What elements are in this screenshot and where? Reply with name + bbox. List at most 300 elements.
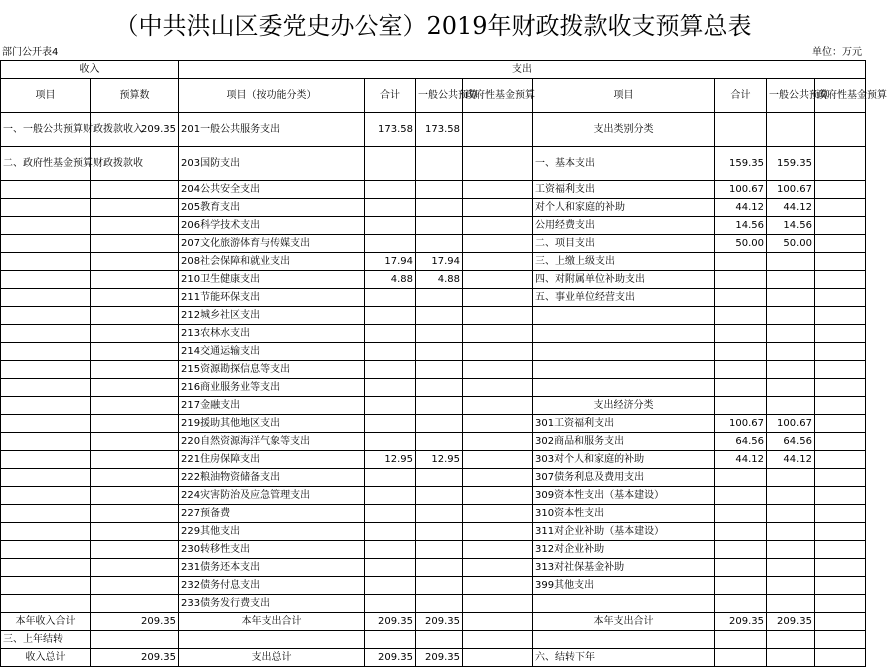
cell-total — [365, 595, 416, 613]
cell-gov-fund-budget — [463, 523, 533, 541]
cell-gov-fund-budget2 — [815, 541, 866, 559]
cell-general-budget: 4.88 — [416, 271, 463, 289]
cell-income-item: 三、上年结转 — [1, 631, 91, 649]
cell-income-item — [1, 559, 91, 577]
cell-total2 — [715, 113, 767, 147]
cell-func-item: 229其他支出 — [179, 523, 365, 541]
cell-gov-fund-budget — [463, 253, 533, 271]
cell-gov-fund-budget2 — [815, 649, 866, 667]
cell-gov-fund-budget — [463, 559, 533, 577]
cell-gov-fund-budget — [463, 361, 533, 379]
table-row — [1, 451, 866, 469]
cell-item2: 313对社保基金补助 — [533, 559, 715, 577]
cell-total2 — [715, 397, 767, 415]
cell-general-budget2: 100.67 — [767, 415, 815, 433]
cell-item2: 303对个人和家庭的补助 — [533, 451, 715, 469]
cell-income-budget — [91, 199, 179, 217]
cell-general-budget2 — [767, 577, 815, 595]
cell-total2 — [715, 541, 767, 559]
cell-income-item — [1, 361, 91, 379]
cell-gov-fund-budget — [463, 379, 533, 397]
cell-total2: 44.12 — [715, 199, 767, 217]
cell-general-budget — [416, 307, 463, 325]
cell-general-budget2 — [767, 397, 815, 415]
table-row — [1, 271, 866, 289]
cell-func-item — [179, 631, 365, 649]
cell-gov-fund-budget2 — [815, 289, 866, 307]
cell-func-item: 205教育支出 — [179, 199, 365, 217]
cell-total — [365, 469, 416, 487]
cell-total — [365, 541, 416, 559]
cell-general-budget: 209.35 — [416, 613, 463, 631]
cell-income-budget — [91, 595, 179, 613]
cell-income-item — [1, 199, 91, 217]
cell-item2: 四、对附属单位补助支出 — [533, 271, 715, 289]
cell-total2 — [715, 631, 767, 649]
cell-income-budget — [91, 523, 179, 541]
cell-total — [365, 523, 416, 541]
cell-income-item — [1, 235, 91, 253]
cell-general-budget — [416, 559, 463, 577]
cell-general-budget2 — [767, 289, 815, 307]
cell-income-item — [1, 253, 91, 271]
cell-income-budget — [91, 325, 179, 343]
cell-general-budget2: 64.56 — [767, 433, 815, 451]
cell-func-item: 222粮油物资储备支出 — [179, 469, 365, 487]
cell-total2: 44.12 — [715, 451, 767, 469]
cell-gov-fund-budget — [463, 469, 533, 487]
table-row — [1, 147, 866, 181]
cell-income-item — [1, 325, 91, 343]
cell-gov-fund-budget2 — [815, 271, 866, 289]
cell-income-item — [1, 577, 91, 595]
cell-func-item: 220自然资源海洋气象等支出 — [179, 433, 365, 451]
table-row — [1, 361, 866, 379]
cell-general-budget2 — [767, 649, 815, 667]
cell-general-budget2: 44.12 — [767, 199, 815, 217]
cell-income-budget: 209.35 — [91, 613, 179, 631]
cell-total: 209.35 — [365, 613, 416, 631]
cell-total — [365, 361, 416, 379]
cell-general-budget2 — [767, 253, 815, 271]
cell-func-item: 221住房保障支出 — [179, 451, 365, 469]
table-row — [1, 595, 866, 613]
cell-func-item: 227预备费 — [179, 505, 365, 523]
cell-gov-fund-budget2 — [815, 343, 866, 361]
cell-general-budget2: 14.56 — [767, 217, 815, 235]
cell-general-budget2 — [767, 541, 815, 559]
cell-gov-fund-budget — [463, 487, 533, 505]
cell-gov-fund-budget2 — [815, 433, 866, 451]
cell-general-budget2 — [767, 307, 815, 325]
cell-func-item: 219援助其他地区支出 — [179, 415, 365, 433]
table-row — [1, 343, 866, 361]
cell-income-budget — [91, 217, 179, 235]
cell-gov-fund-budget2 — [815, 325, 866, 343]
page-title: （中共洪山区委党史办公室）2019年财政拨款收支预算总表 — [114, 12, 752, 40]
table-row — [1, 523, 866, 541]
table-row — [1, 199, 866, 217]
cell-general-budget — [416, 595, 463, 613]
cell-func-item: 203国防支出 — [179, 147, 365, 181]
table-row — [1, 289, 866, 307]
table-row — [1, 469, 866, 487]
cell-income-budget — [91, 451, 179, 469]
cell-income-item: 二、政府性基金预算财政拨款收 — [1, 147, 91, 181]
cell-item2: 公用经费支出 — [533, 217, 715, 235]
cell-item2 — [533, 361, 715, 379]
cell-gov-fund-budget2 — [815, 523, 866, 541]
cell-gov-fund-budget2 — [815, 451, 866, 469]
col-header-gov-fund-budget2: 政府性基金预算 — [815, 79, 866, 113]
cell-income-item — [1, 433, 91, 451]
cell-total — [365, 415, 416, 433]
cell-general-budget2 — [767, 469, 815, 487]
cell-item2: 三、上缴上级支出 — [533, 253, 715, 271]
cell-total — [365, 235, 416, 253]
cell-gov-fund-budget2 — [815, 361, 866, 379]
cell-income-item — [1, 379, 91, 397]
table-row — [1, 253, 866, 271]
cell-total: 4.88 — [365, 271, 416, 289]
cell-total — [365, 559, 416, 577]
cell-gov-fund-budget2 — [815, 235, 866, 253]
cell-gov-fund-budget2 — [815, 307, 866, 325]
cell-item2: 301工资福利支出 — [533, 415, 715, 433]
table-row — [1, 559, 866, 577]
cell-total — [365, 181, 416, 199]
cell-income-item — [1, 523, 91, 541]
cell-item2 — [533, 307, 715, 325]
table-row — [1, 415, 866, 433]
cell-income-budget — [91, 343, 179, 361]
cell-gov-fund-budget — [463, 649, 533, 667]
cell-item2: 五、事业单位经营支出 — [533, 289, 715, 307]
cell-gov-fund-budget — [463, 577, 533, 595]
cell-item2: 307债务利息及费用支出 — [533, 469, 715, 487]
cell-func-item: 201一般公共服务支出 — [179, 113, 365, 147]
col-header-gov-fund-budget: 政府性基金预算 — [463, 79, 533, 113]
cell-total2 — [715, 253, 767, 271]
cell-item2: 399其他支出 — [533, 577, 715, 595]
col-header-general-budget: 一般公共预算 — [416, 79, 463, 113]
cell-total — [365, 379, 416, 397]
cell-total2 — [715, 523, 767, 541]
cell-gov-fund-budget — [463, 289, 533, 307]
cell-gov-fund-budget — [463, 307, 533, 325]
cell-item2: 309资本性支出（基本建设） — [533, 487, 715, 505]
cell-general-budget2 — [767, 487, 815, 505]
col-header-total: 合计 — [365, 79, 416, 113]
cell-gov-fund-budget2 — [815, 397, 866, 415]
cell-item2: 312对企业补助 — [533, 541, 715, 559]
cell-general-budget — [416, 577, 463, 595]
table-row — [1, 181, 866, 199]
cell-item2 — [533, 325, 715, 343]
cell-gov-fund-budget2 — [815, 505, 866, 523]
cell-func-item: 215资源勘探信息等支出 — [179, 361, 365, 379]
cell-income-item — [1, 541, 91, 559]
cell-income-item — [1, 271, 91, 289]
cell-general-budget: 12.95 — [416, 451, 463, 469]
cell-func-item: 232债务付息支出 — [179, 577, 365, 595]
cell-income-budget — [91, 181, 179, 199]
cell-total — [365, 217, 416, 235]
cell-total2 — [715, 487, 767, 505]
cell-general-budget — [416, 487, 463, 505]
cell-item2 — [533, 631, 715, 649]
cell-total — [365, 397, 416, 415]
cell-gov-fund-budget — [463, 325, 533, 343]
cell-income-item: 一、一般公共预算财政拨款收入 — [1, 113, 91, 147]
cell-total: 12.95 — [365, 451, 416, 469]
cell-general-budget — [416, 433, 463, 451]
cell-income-budget — [91, 307, 179, 325]
cell-total2: 14.56 — [715, 217, 767, 235]
cell-total — [365, 631, 416, 649]
cell-income-item — [1, 469, 91, 487]
cell-income-item — [1, 415, 91, 433]
cell-item2: 工资福利支出 — [533, 181, 715, 199]
cell-total — [365, 199, 416, 217]
cell-gov-fund-budget — [463, 343, 533, 361]
cell-total2 — [715, 379, 767, 397]
cell-general-budget2: 100.67 — [767, 181, 815, 199]
cell-total2: 159.35 — [715, 147, 767, 181]
cell-general-budget — [416, 343, 463, 361]
col-header-general-budget2: 一般公共预算 — [767, 79, 815, 113]
cell-total2 — [715, 595, 767, 613]
cell-income-budget — [91, 433, 179, 451]
cell-item2: 六、结转下年 — [533, 649, 715, 667]
cell-general-budget2: 209.35 — [767, 613, 815, 631]
table-row — [1, 235, 866, 253]
col-header-item2: 项目 — [533, 79, 715, 113]
col-header-total2: 合计 — [715, 79, 767, 113]
cell-total2: 64.56 — [715, 433, 767, 451]
cell-general-budget2 — [767, 505, 815, 523]
table-row — [1, 577, 866, 595]
cell-general-budget2 — [767, 559, 815, 577]
cell-general-budget — [416, 235, 463, 253]
cell-total: 209.35 — [365, 649, 416, 667]
cell-item2: 302商品和服务支出 — [533, 433, 715, 451]
cell-func-item: 208社会保障和就业支出 — [179, 253, 365, 271]
cell-general-budget — [416, 147, 463, 181]
cell-general-budget2 — [767, 113, 815, 147]
table-row — [1, 307, 866, 325]
table-row — [1, 433, 866, 451]
cell-income-item: 收入总计 — [1, 649, 91, 667]
cell-gov-fund-budget2 — [815, 199, 866, 217]
cell-func-item: 211节能环保支出 — [179, 289, 365, 307]
table-row — [1, 325, 866, 343]
cell-func-item: 支出总计 — [179, 649, 365, 667]
cell-gov-fund-budget2 — [815, 415, 866, 433]
cell-income-budget — [91, 253, 179, 271]
cell-income-budget — [91, 271, 179, 289]
cell-item2: 支出经济分类 — [533, 397, 715, 415]
table-body — [1, 61, 887, 667]
col-header-func-item: 项目（按功能分类） — [179, 79, 365, 113]
cell-gov-fund-budget2 — [815, 577, 866, 595]
cell-income-item — [1, 451, 91, 469]
cell-gov-fund-budget2 — [815, 253, 866, 271]
cell-income-budget — [91, 469, 179, 487]
cell-general-budget — [416, 631, 463, 649]
cell-income-item — [1, 595, 91, 613]
cell-general-budget2 — [767, 631, 815, 649]
cell-general-budget — [416, 181, 463, 199]
cell-gov-fund-budget — [463, 147, 533, 181]
cell-total2 — [715, 271, 767, 289]
cell-income-budget — [91, 361, 179, 379]
cell-income-item — [1, 307, 91, 325]
cell-gov-fund-budget — [463, 415, 533, 433]
cell-general-budget — [416, 289, 463, 307]
cell-func-item: 224灾害防治及应急管理支出 — [179, 487, 365, 505]
cell-income-budget: 209.35 — [91, 113, 179, 147]
cell-gov-fund-budget — [463, 595, 533, 613]
col-header-item: 项目 — [1, 79, 91, 113]
cell-income-budget — [91, 505, 179, 523]
cell-total — [365, 307, 416, 325]
cell-income-budget — [91, 415, 179, 433]
table-row — [1, 541, 866, 559]
cell-func-item: 216商业服务业等支出 — [179, 379, 365, 397]
cell-income-budget — [91, 379, 179, 397]
cell-total — [365, 487, 416, 505]
cell-general-budget2 — [767, 361, 815, 379]
cell-income-budget — [91, 289, 179, 307]
cell-func-item: 本年支出合计 — [179, 613, 365, 631]
cell-income-budget: 209.35 — [91, 649, 179, 667]
cell-item2: 311对企业补助（基本建设） — [533, 523, 715, 541]
cell-gov-fund-budget — [463, 217, 533, 235]
cell-total2 — [715, 289, 767, 307]
cell-income-budget — [91, 397, 179, 415]
cell-income-budget — [91, 577, 179, 595]
expense-header: 支出 — [179, 61, 866, 79]
cell-total2 — [715, 577, 767, 595]
table-row — [1, 613, 866, 631]
cell-general-budget2: 50.00 — [767, 235, 815, 253]
budget-table — [0, 60, 887, 667]
cell-general-budget — [416, 541, 463, 559]
cell-func-item: 217金融支出 — [179, 397, 365, 415]
cell-func-item: 231债务还本支出 — [179, 559, 365, 577]
cell-general-budget — [416, 505, 463, 523]
cell-general-budget2: 44.12 — [767, 451, 815, 469]
cell-general-budget — [416, 379, 463, 397]
cell-gov-fund-budget2 — [815, 595, 866, 613]
cell-gov-fund-budget — [463, 181, 533, 199]
cell-general-budget — [416, 415, 463, 433]
cell-general-budget — [416, 217, 463, 235]
cell-income-budget — [91, 541, 179, 559]
cell-gov-fund-budget — [463, 613, 533, 631]
cell-income-item — [1, 217, 91, 235]
cell-item2 — [533, 595, 715, 613]
cell-func-item: 212城乡社区支出 — [179, 307, 365, 325]
table-row — [1, 487, 866, 505]
cell-func-item: 204公共安全支出 — [179, 181, 365, 199]
cell-func-item: 206科学技术支出 — [179, 217, 365, 235]
cell-func-item: 213农林水支出 — [179, 325, 365, 343]
cell-total: 17.94 — [365, 253, 416, 271]
header-row-group — [1, 61, 866, 79]
cell-general-budget — [416, 199, 463, 217]
cell-item2 — [533, 343, 715, 361]
cell-total — [365, 343, 416, 361]
table-row — [1, 505, 866, 523]
cell-income-item — [1, 505, 91, 523]
cell-item2: 支出类别分类 — [533, 113, 715, 147]
cell-general-budget: 209.35 — [416, 649, 463, 667]
cell-gov-fund-budget2 — [815, 487, 866, 505]
cell-gov-fund-budget2 — [815, 147, 866, 181]
cell-gov-fund-budget — [463, 199, 533, 217]
cell-total2 — [715, 559, 767, 577]
cell-item2 — [533, 379, 715, 397]
cell-general-budget — [416, 361, 463, 379]
cell-income-item: 本年收入合计 — [1, 613, 91, 631]
cell-gov-fund-budget — [463, 433, 533, 451]
cell-gov-fund-budget — [463, 541, 533, 559]
form-number: 部门公开表4 — [2, 47, 59, 58]
cell-general-budget — [416, 325, 463, 343]
cell-gov-fund-budget2 — [815, 379, 866, 397]
cell-total2 — [715, 649, 767, 667]
cell-income-item — [1, 289, 91, 307]
cell-total2 — [715, 325, 767, 343]
cell-general-budget — [416, 523, 463, 541]
cell-total — [365, 505, 416, 523]
cell-income-item — [1, 181, 91, 199]
cell-total2: 100.67 — [715, 415, 767, 433]
cell-total2: 100.67 — [715, 181, 767, 199]
cell-func-item: 230转移性支出 — [179, 541, 365, 559]
cell-gov-fund-budget — [463, 631, 533, 649]
cell-total — [365, 147, 416, 181]
cell-general-budget2 — [767, 523, 815, 541]
cell-gov-fund-budget2 — [815, 631, 866, 649]
cell-total — [365, 433, 416, 451]
cell-gov-fund-budget — [463, 451, 533, 469]
cell-income-budget — [91, 559, 179, 577]
cell-total2 — [715, 307, 767, 325]
cell-item2: 二、项目支出 — [533, 235, 715, 253]
cell-income-budget — [91, 631, 179, 649]
cell-total — [365, 577, 416, 595]
cell-gov-fund-budget — [463, 113, 533, 147]
unit-label: 单位：万元 — [812, 47, 862, 58]
cell-func-item: 210卫生健康支出 — [179, 271, 365, 289]
cell-total2 — [715, 361, 767, 379]
cell-gov-fund-budget — [463, 235, 533, 253]
cell-income-budget — [91, 235, 179, 253]
cell-income-item — [1, 487, 91, 505]
cell-general-budget2 — [767, 595, 815, 613]
cell-general-budget2 — [767, 379, 815, 397]
table-row — [1, 217, 866, 235]
cell-total2: 50.00 — [715, 235, 767, 253]
cell-gov-fund-budget2 — [815, 559, 866, 577]
cell-func-item: 233债务发行费支出 — [179, 595, 365, 613]
cell-item2: 一、基本支出 — [533, 147, 715, 181]
cell-func-item: 207文化旅游体育与传媒支出 — [179, 235, 365, 253]
cell-general-budget2 — [767, 325, 815, 343]
